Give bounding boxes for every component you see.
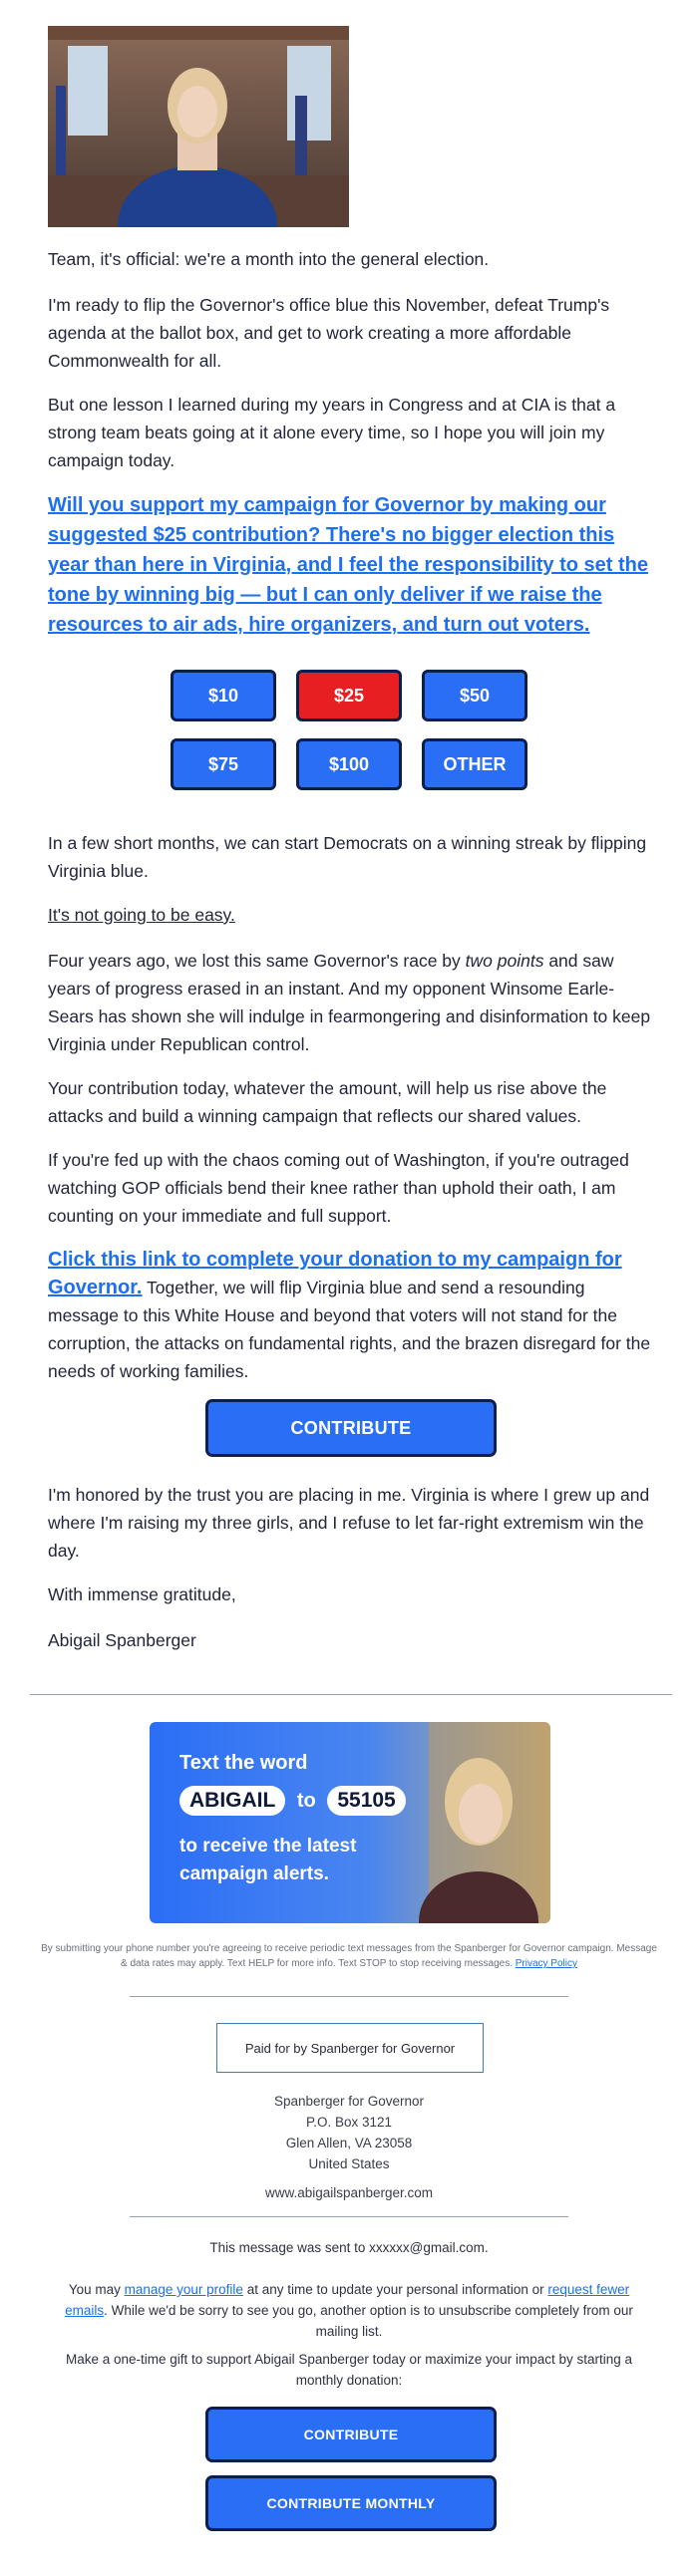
divider-3 [130,2216,568,2217]
privacy-policy-link[interactable]: Privacy Policy [515,1958,577,1969]
sms-disclaimer: By submitting your phone number you're agreeing to receive periodic text messages from the Spanberger for Governor campaign. Message & data rates may apply. Text HELP for more info. Text STOP to stop receiving messages. Privacy Policy [41,1943,657,1969]
hero-photo [48,26,349,227]
intro-paragraph-3: But one lesson I learned during my years in Congress and at CIA is that a strong team beats going at it alone every time, so I hope you will join my campaign today. [48,395,616,470]
body-paragraph-contribution: Your contribution today, whatever the amount, will help us rise above the attacks and build a winning campaign that reflects our shared values. [48,1078,607,1126]
body-paragraph-fed-up: If you're fed up with the chaos coming out of Washington, if you're outraged watching GOP officials bend their knee rather than uphold their oath, I am counting on your immediate and full support. [48,1150,629,1226]
contribute-button[interactable]: CONTRIBUTE [205,1399,497,1457]
sms-line-3: to receive the latest [179,1836,357,1857]
address-org: Spanberger for Governor [273,2094,425,2109]
address-country: United States [308,2156,390,2171]
closing-text: With immense gratitude, [48,1584,236,1604]
paid-for-box: Paid for by Spanberger for Governor [216,2023,484,2073]
sms-keyword: ABIGAIL [179,1786,285,1816]
amount-button-75[interactable]: $75 [171,738,276,790]
body-paragraph-1: In a few short months, we can start Democrats on a winning streak by flipping Virginia blue. [48,833,647,881]
manage-profile-link[interactable]: manage your profile [124,2282,243,2297]
amount-button-25[interactable]: $25 [296,670,402,721]
footer-contribute-button[interactable]: CONTRIBUTE [205,2407,497,2462]
body-paragraph-honored: I'm honored by the trust you are placing in me. Virginia is where I grew up and where I'm raising my three girls, and I refuse to let far-right extremism win the day. [48,1485,650,1561]
lead-donation-link[interactable]: Will you support my campaign for Governor by making our suggested $25 contribution? There's no bigger election this year than here in Virginia, and I feel the responsibility to set the tone by winning big — but I can only deliver if we raise the resources to air ads, hire organizers, and turn out voters. [48,494,649,636]
body-paragraph-donation-link: Click this link to complete your donation to my campaign for Governor. Together, we will flip Virginia blue and send a resounding message to this White House and beyond that voters will not stand for the corruption, the attacks on fundamental rights, and the brazen disregard for the needs of working families. [48,1249,651,1381]
divider-2 [130,1996,568,1997]
amount-button-100[interactable]: $100 [296,738,402,790]
complete-donation-link[interactable]: Click this link to complete your donation to my campaign for Governor. [48,1249,622,1298]
divider [30,1694,672,1695]
contribute-monthly-button[interactable]: CONTRIBUTE MONTHLY [205,2475,497,2531]
gift-text: Make a one-time gift to support Abigail Spanberger today or maximize your impact by starting a monthly donation: [65,2352,633,2388]
website[interactable]: www.abigailspanberger.com [264,2185,434,2200]
sms-signup-banner[interactable] [150,1722,550,1923]
request-fewer-emails-link[interactable]: request fewer emails [65,2282,630,2318]
body-paragraph-not-easy: It's not going to be easy. [48,905,235,925]
amount-button-other[interactable]: OTHER [422,738,527,790]
sms-number: 55105 [327,1786,405,1816]
signature: Abigail Spanberger [48,1630,196,1650]
address-pobox: P.O. Box 3121 [305,2115,393,2130]
emphasis-two-points: two points [465,951,544,971]
manage-text: You may manage your profile at any time to update your personal information or request fewer emails. While we'd be sorry to see you go, another option is to unsubscribe completely from our mailing list. [65,2282,633,2339]
body-paragraph-history: Four years ago, we lost this same Governor's race by two points and saw years of progress erased in an instant. And my opponent Winsome Earle-Sears has shown she will indulge in fearmongering and disinformation to keep Virginia under Republican control. [48,951,651,1054]
intro-paragraph-1: Team, it's official: we're a month into the general election. [48,249,490,269]
sms-line-1: Text the word [179,1752,308,1774]
amount-button-50[interactable]: $50 [422,670,527,721]
address-city: Glen Allen, VA 23058 [285,2136,413,2150]
intro-paragraph-2: I'm ready to flip the Governor's office blue this November, defeat Trump's agenda at the ballot box, and get to work creating a more affordable Commonwealth for all. [48,295,610,371]
sent-to-text: This message was sent to xxxxxx@gmail.com. [209,2240,489,2255]
sms-line-4: campaign alerts. [179,1863,329,1884]
amount-button-10[interactable]: $10 [171,670,276,721]
sms-to: to [296,1790,316,1812]
sms-keyword-row [179,1786,406,1816]
